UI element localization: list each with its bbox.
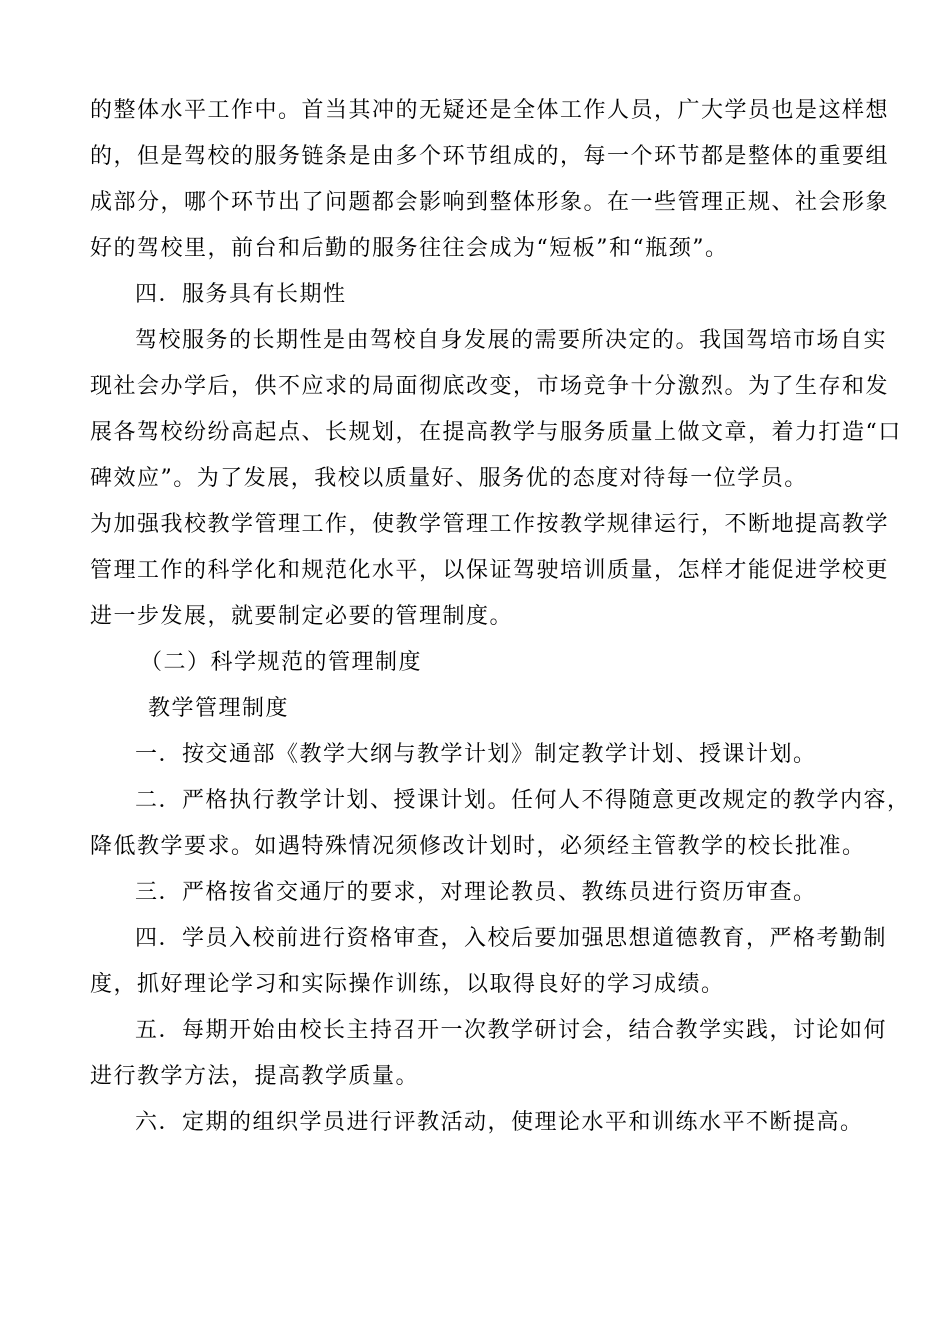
list-item-continuation: 进行教学方法，提高教学质量。 — [90, 1064, 420, 1089]
list-item-continuation: 度，抓好理论学习和实际操作训练，以取得良好的学习成绩。 — [90, 972, 725, 997]
list-item: 一．按交通部《教学大纲与教学计划》制定教学计划、授课计划。 — [135, 742, 817, 767]
subsection-heading: 教学管理制度 — [148, 696, 290, 721]
paragraph-line: 成部分，哪个环节出了问题都会影响到整体形象。在一些管理正规、社会形象 — [90, 190, 890, 215]
list-item: 五．每期开始由校长主持召开一次教学研讨会，结合教学实践，讨论如何 — [135, 1018, 888, 1043]
list-item: 二．严格执行教学计划、授课计划。任何人不得随意更改规定的教学内容， — [135, 788, 911, 813]
paragraph-line: 驾校服务的长期性是由驾校自身发展的需要所决定的。我国驾培市场自实 — [135, 328, 888, 353]
list-item: 六．定期的组织学员进行评教活动，使理论水平和训练水平不断提高。 — [135, 1110, 864, 1135]
paragraph-line: 管理工作的科学化和规范化水平，以保证驾驶培训质量，怎样才能促进学校更 — [90, 558, 890, 583]
list-item-continuation: 降低教学要求。如遇特殊情况须修改计划时，必须经主管教学的校长批准。 — [90, 834, 866, 859]
list-item: 四．学员入校前进行资格审查，入校后要加强思想道德教育，严格考勤制 — [135, 926, 888, 951]
paragraph-line: 的，但是驾校的服务链条是由多个环节组成的，每一个环节都是整体的重要组 — [90, 144, 890, 169]
document-body — [90, 88, 911, 1146]
paragraph-line: 碑效应”。为了发展，我校以质量好、服务优的态度对待每一位学员。 — [90, 466, 808, 491]
list-item: 三．严格按省交通厅的要求，对理论教员、教练员进行资历审查。 — [135, 880, 817, 905]
section-heading: 四．服务具有长期性 — [135, 282, 347, 307]
section-heading: （二）科学规范的管理制度 — [140, 650, 423, 675]
paragraph-line: 为加强我校教学管理工作，使教学管理工作按教学规律运行，不断地提高教学 — [90, 512, 890, 537]
paragraph-line: 展各驾校纷纷高起点、长规划，在提高教学与服务质量上做文章，着力打造“口 — [90, 420, 902, 445]
paragraph-line: 的整体水平工作中。首当其冲的无疑还是全体工作人员，广大学员也是这样想 — [90, 98, 890, 123]
paragraph-line: 好的驾校里，前台和后勤的服务往往会成为“短板”和“瓶颈”。 — [90, 236, 729, 261]
paragraph-line: 进一步发展，就要制定必要的管理制度。 — [90, 604, 514, 629]
paragraph-line: 现社会办学后，供不应求的局面彻底改变，市场竞争十分激烈。为了生存和发 — [90, 374, 890, 399]
